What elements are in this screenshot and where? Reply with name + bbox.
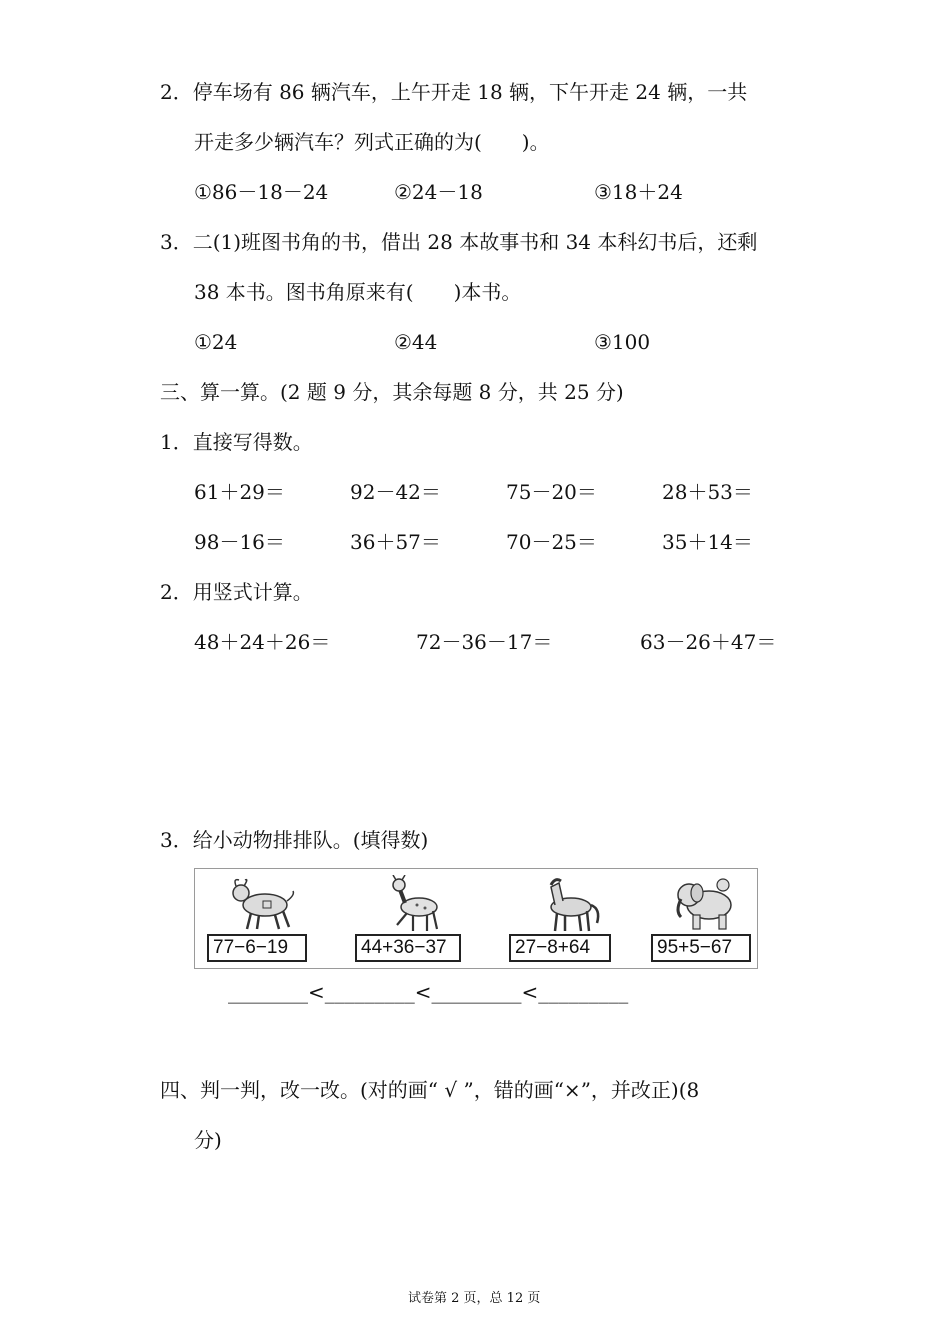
section4-heading-line1: 四、判一判，改一改。(对的画“ √ ”，错的画“×”，并改正)(8 bbox=[160, 1078, 700, 1102]
expression-box: 27−8+64 bbox=[509, 934, 611, 962]
mental-math-item: 92－42＝ bbox=[350, 480, 441, 504]
section3-sub3-label: 3．给小动物排排队。(填得数) bbox=[160, 828, 429, 852]
q3-line2: 38 本书。图书角原来有( )本书。 bbox=[194, 280, 522, 304]
animal-card bbox=[355, 869, 475, 968]
q3-option-2: ②44 bbox=[394, 330, 438, 354]
expression-box: 95+5−67 bbox=[651, 934, 751, 962]
elephant-icon bbox=[663, 875, 743, 933]
horse-icon bbox=[527, 875, 607, 933]
mental-math-item: 61＋29＝ bbox=[194, 480, 285, 504]
ordering-blanks[interactable]: ________<_________<_________<_________ bbox=[228, 980, 629, 1004]
expression-box: 77−6−19 bbox=[207, 934, 307, 962]
section3-sub1-label: 1．直接写得数。 bbox=[160, 430, 313, 454]
animal-panel bbox=[194, 868, 758, 969]
deer-icon bbox=[375, 875, 455, 933]
section4-heading-line2: 分) bbox=[194, 1128, 222, 1152]
q2-option-1: ①86－18－24 bbox=[194, 180, 329, 204]
mental-math-item: 35＋14＝ bbox=[662, 530, 753, 554]
vertical-calc-item: 48＋24＋26＝ bbox=[194, 630, 331, 654]
vertical-calc-item: 72－36－17＝ bbox=[416, 630, 553, 654]
mental-math-item: 36＋57＝ bbox=[350, 530, 441, 554]
page-footer: 试卷第 2 页，总 12 页 bbox=[408, 1291, 541, 1306]
q3-option-3: ③100 bbox=[594, 330, 651, 354]
q2-line2: 开走多少辆汽车？列式正确的为( )。 bbox=[194, 130, 550, 154]
q2-option-3: ③18＋24 bbox=[594, 180, 683, 204]
animal-card bbox=[507, 869, 627, 968]
q3-line1: 3．二(1)班图书角的书，借出 28 本故事书和 34 本科幻书后，还剩 bbox=[160, 230, 758, 254]
section3-sub2-label: 2．用竖式计算。 bbox=[160, 580, 313, 604]
q2-option-2: ②24－18 bbox=[394, 180, 483, 204]
vertical-calc-item: 63－26＋47＝ bbox=[640, 630, 777, 654]
animal-card bbox=[203, 869, 323, 968]
mental-math-item: 70－25＝ bbox=[506, 530, 597, 554]
section3-heading: 三、算一算。(2 题 9 分，其余每题 8 分，共 25 分) bbox=[160, 380, 624, 404]
q3-option-1: ①24 bbox=[194, 330, 238, 354]
q2-line1: 2．停车场有 86 辆汽车，上午开走 18 辆，下午开走 24 辆，一共 bbox=[160, 80, 748, 104]
expression-box: 44+36−37 bbox=[355, 934, 461, 962]
mental-math-item: 28＋53＝ bbox=[662, 480, 753, 504]
mental-math-item: 75－20＝ bbox=[506, 480, 597, 504]
goat-icon bbox=[223, 875, 303, 933]
mental-math-item: 98－16＝ bbox=[194, 530, 285, 554]
animal-card bbox=[643, 869, 763, 968]
